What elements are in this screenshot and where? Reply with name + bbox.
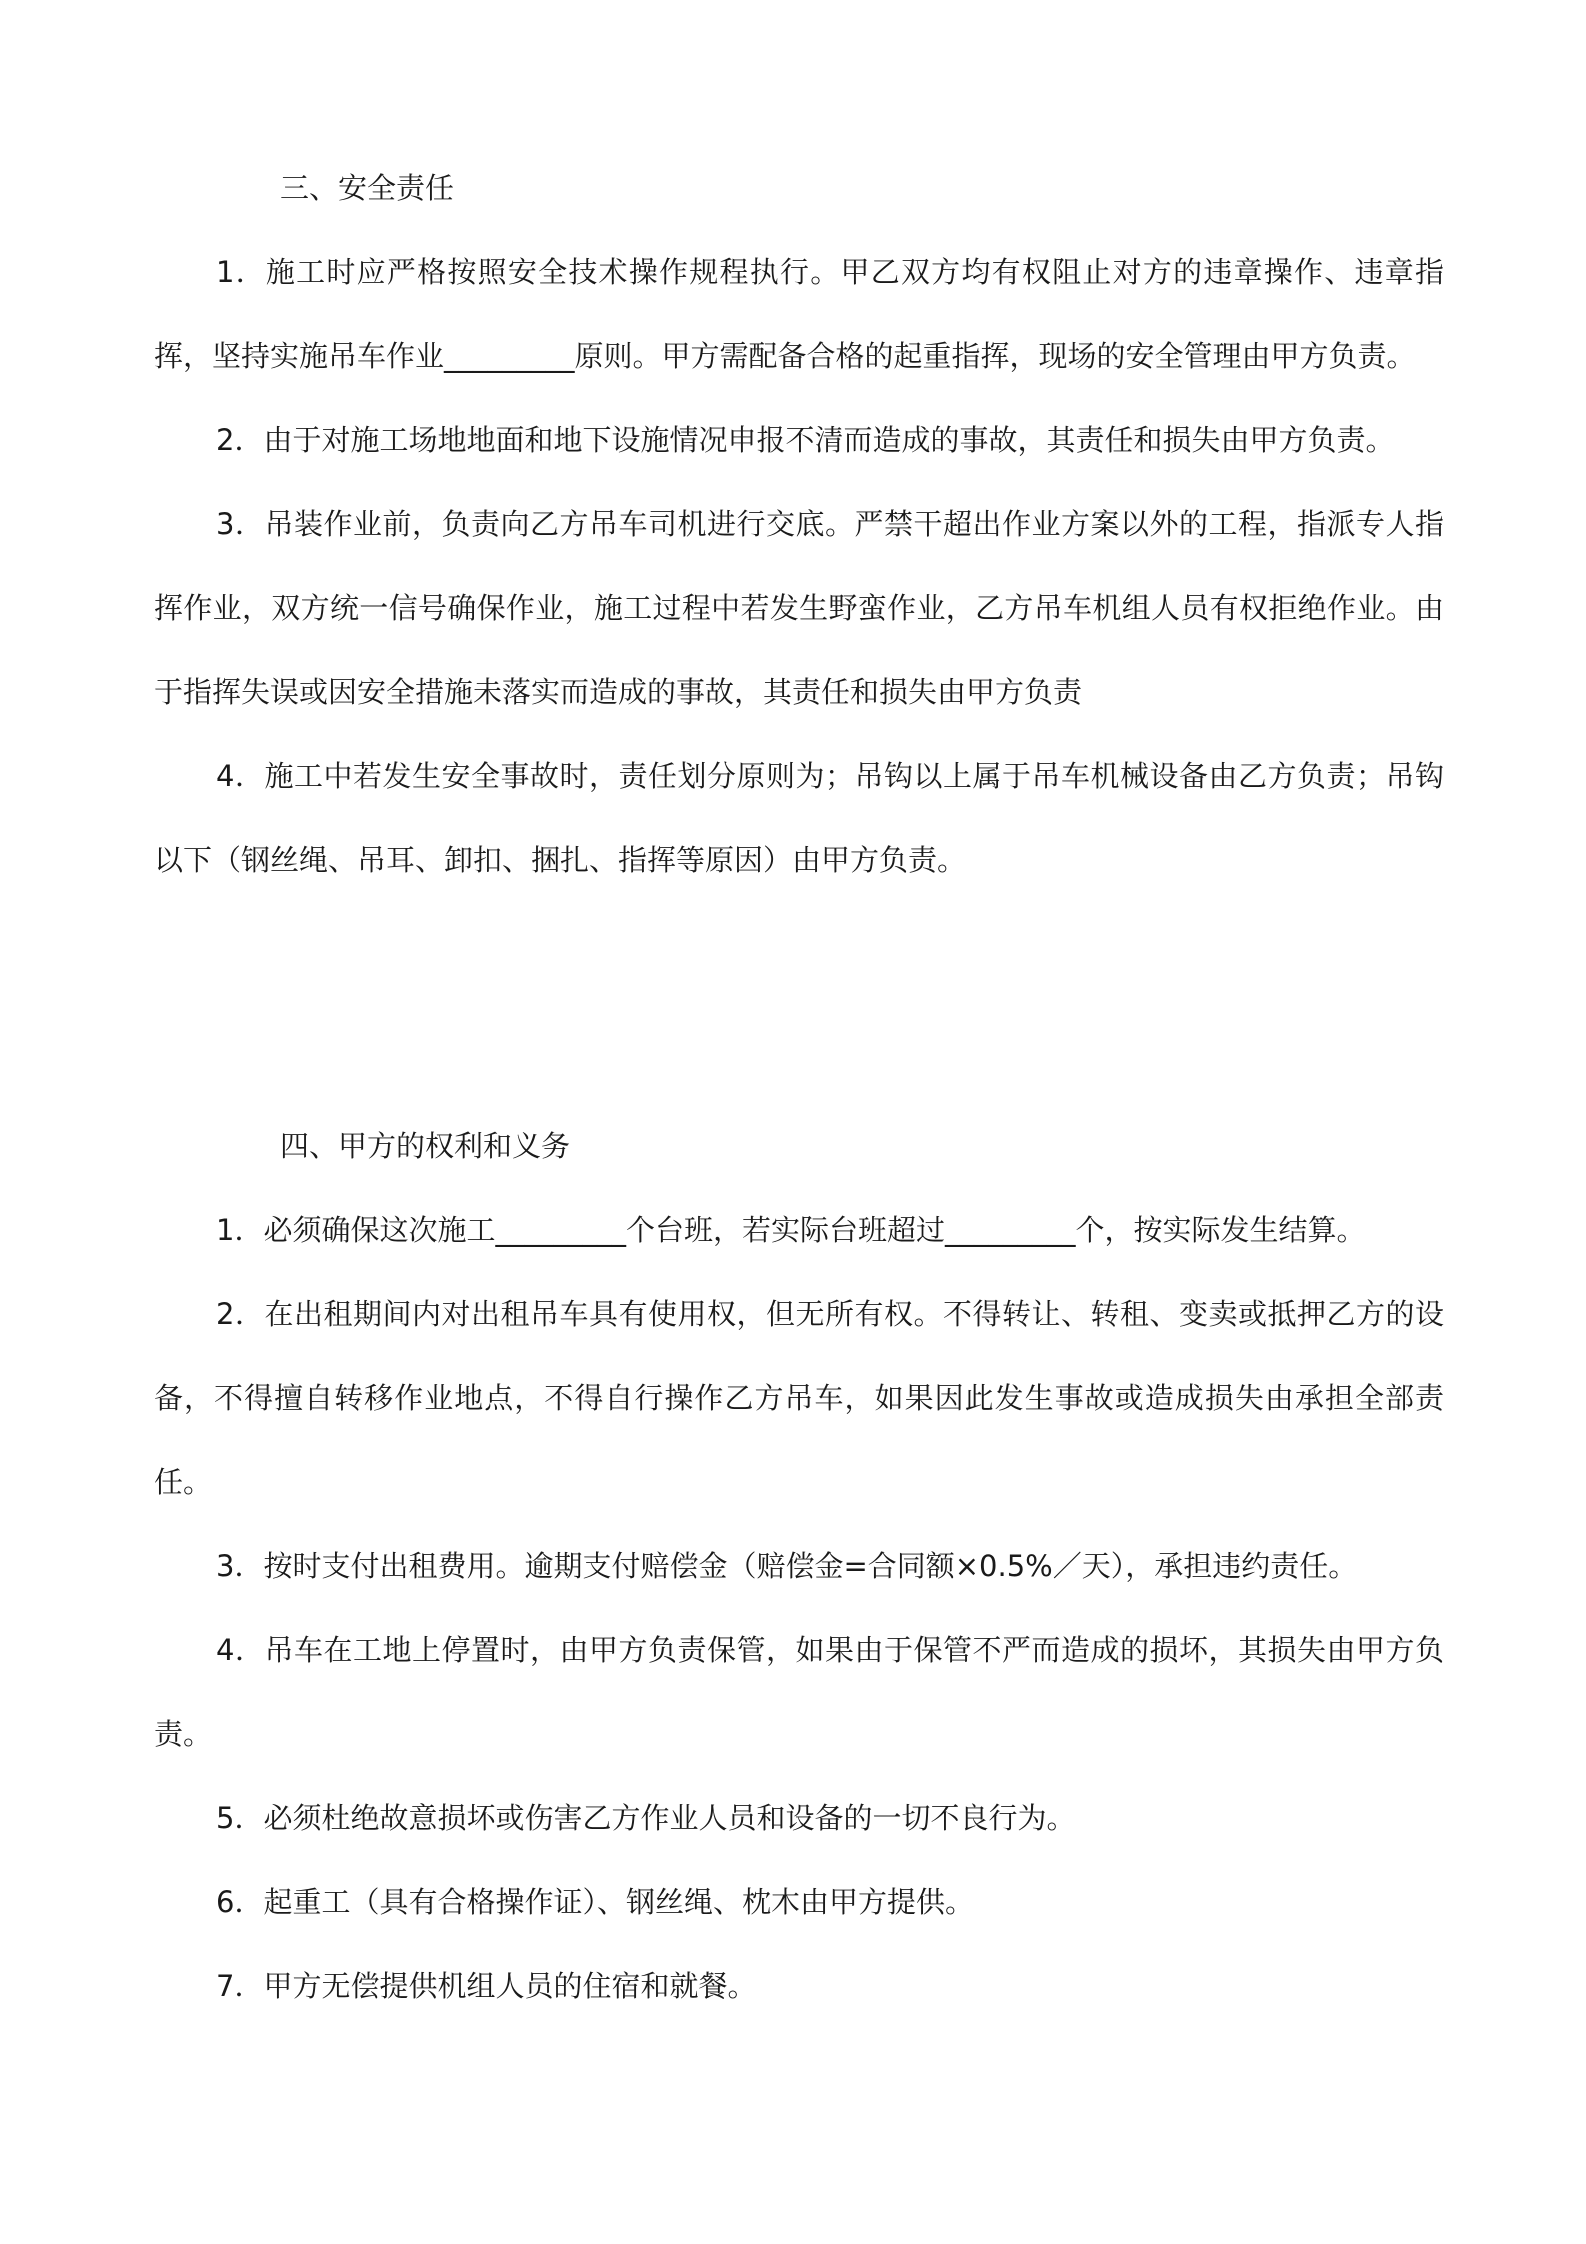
clause-paragraph: 7．甲方无偿提供机组人员的住宿和就餐。	[216, 1969, 757, 2003]
section-heading: 四、甲方的权利和义务	[280, 1129, 571, 1163]
section-safety-responsibility	[154, 168, 1444, 902]
clause-paragraph: 2．在出租期间内对出租吊车具有使用权，但无所有权。不得转让、转租、变卖或抵押乙方的设备，不得擅自转移作业地点，不得自行操作乙方吊车，如果因此发生事故或造成损失由承担全部责任。	[154, 1297, 1444, 1499]
section-heading: 三、安全责任	[280, 171, 455, 205]
clause-paragraph: 5．必须杜绝故意损坏或伤害乙方作业人员和设备的一切不良行为。	[216, 1801, 1076, 1835]
clause-paragraph: 4．吊车在工地上停置时，由甲方负责保管，如果由于保管不严而造成的损坏，其损失由甲方负责。	[154, 1633, 1444, 1751]
clause-paragraph: 3．按时支付出租费用。逾期支付赔偿金（赔偿金=合同额×0.5%／天），承担违约责任。	[216, 1549, 1358, 1583]
clause-paragraph: 2．由于对施工场地地面和地下设施情况申报不清而造成的事故，其责任和损失由甲方负责。	[216, 423, 1395, 457]
clause-paragraph: 3．吊装作业前，负责向乙方吊车司机进行交底。严禁干超出作业方案以外的工程，指派专人指挥作业，双方统一信号确保作业，施工过程中若发生野蛮作业，乙方吊车机组人员有权拒绝作业。由于指挥失误或因安全措施未落实而造成的事故，其责任和损失由甲方负责	[154, 507, 1444, 709]
section-party-a-rights-obligations	[154, 1126, 1444, 2028]
clause-paragraph: 1．必须确保这次施工_________个台班，若实际台班超过_________个，按实际发生结算。	[216, 1213, 1366, 1247]
clause-paragraph: 1．施工时应严格按照安全技术操作规程执行。甲乙双方均有权阻止对方的违章操作、违章指挥，坚持实施吊车作业_________原则。甲方需配备合格的起重指挥，现场的安全管理由甲方负责。	[154, 255, 1444, 373]
clause-paragraph: 6．起重工（具有合格操作证）、钢丝绳、枕木由甲方提供。	[216, 1885, 974, 1919]
clause-paragraph: 4．施工中若发生安全事故时，责任划分原则为；吊钩以上属于吊车机械设备由乙方负责；吊钩以下（钢丝绳、吊耳、卸扣、捆扎、指挥等原因）由甲方负责。	[154, 759, 1444, 877]
